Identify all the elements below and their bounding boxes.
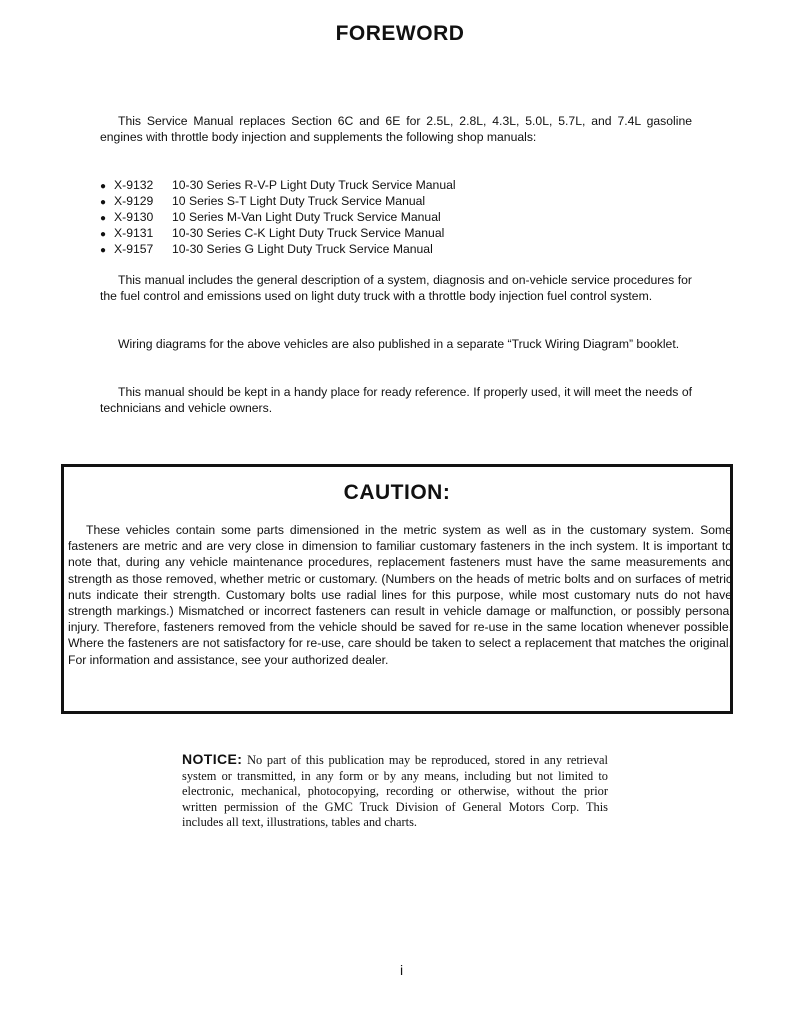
keep-paragraph (100, 384, 692, 416)
list-item (100, 177, 660, 193)
notice-text: No part of this publication may be reproduced, stored in any retrieval system or transmitted, in any form or by any means, including but not limited to electronic, mechanical, photocopying, recording or otherwise, without the prior written permission of the GMC Truck Division of General Motors Corp. This includes all text, illustrations, tables and charts. (182, 753, 608, 829)
caution-title: CAUTION: (343, 481, 451, 504)
manual-list (100, 177, 660, 257)
intro-paragraph (100, 113, 692, 145)
bullet-icon: ● (100, 245, 107, 256)
manual-code: X-9129 (114, 194, 154, 208)
wiring-text: Wiring diagrams for the above vehicles are also published in a separate “Truck Wiring Diagram” booklet. (118, 337, 680, 351)
notice-paragraph (182, 752, 608, 831)
list-item (100, 209, 660, 225)
page-title: FOREWORD (335, 22, 465, 45)
manual-code: X-9131 (114, 226, 154, 240)
intro-text: This Service Manual replaces Section 6C and 6E for 2.5L, 2.8L, 4.3L, 5.0L, 5.7L, and 7.4L gasoline engines with throttle body injection and supplements the following shop manuals: (100, 114, 692, 144)
list-item (100, 241, 660, 257)
caution-box (61, 464, 733, 714)
caution-body: These vehicles contain some parts dimensioned in the metric system as well as in the customary system. Some fasteners are metric and are very close in dimension to familiar customary fasteners in the inch system. It is important to note that, during any vehicle maintenance procedures, replacement fasteners must have the same measurements and strength as those removed, whether metric or customary. (Numbers on the heads of metric bolts and on surfaces of metric nuts indicate their strength. Customary bolts use radial lines for this purpose, while most customary nuts do not have strength markings.) Mismatched or incorrect fasteners can result in vehicle damage or malfunction, or possibly personal injury. Therefore, fasteners removed from the vehicle should be saved for re-use in the same location whenever possible. Where the fasteners are not satisfactory for re-use, care should be taken to select a replacement that matches the original. For information and assistance, see your authorized dealer. (68, 523, 732, 667)
manual-title: 10-30 Series C-K Light Duty Truck Service Manual (172, 226, 445, 240)
wiring-paragraph (100, 336, 692, 352)
caution-text (68, 522, 732, 668)
bullet-icon: ● (100, 181, 107, 192)
manual-title: 10-30 Series R-V-P Light Duty Truck Service Manual (172, 178, 456, 192)
list-item (100, 225, 660, 241)
bullet-icon: ● (100, 213, 107, 224)
manual-title: 10 Series M-Van Light Duty Truck Service Manual (172, 210, 441, 224)
keep-text: This manual should be kept in a handy place for ready reference. If properly used, it will meet the needs of technicians and vehicle owners. (100, 385, 692, 415)
description-text: This manual includes the general description of a system, diagnosis and on-vehicle service procedures for the fuel control and emissions used on light duty truck with a throttle body injection fuel control system. (100, 273, 692, 303)
page-number: i (400, 962, 404, 978)
bullet-icon: ● (100, 229, 107, 240)
manual-title: 10 Series S-T Light Duty Truck Service Manual (172, 194, 426, 208)
manual-code: X-9130 (114, 210, 154, 224)
bullet-icon: ● (100, 197, 107, 208)
manual-title: 10-30 Series G Light Duty Truck Service Manual (172, 242, 433, 256)
manual-code: X-9157 (114, 242, 154, 256)
description-paragraph (100, 272, 692, 304)
manual-code: X-9132 (114, 178, 154, 192)
notice-label: NOTICE: (182, 751, 243, 767)
list-item (100, 193, 660, 209)
